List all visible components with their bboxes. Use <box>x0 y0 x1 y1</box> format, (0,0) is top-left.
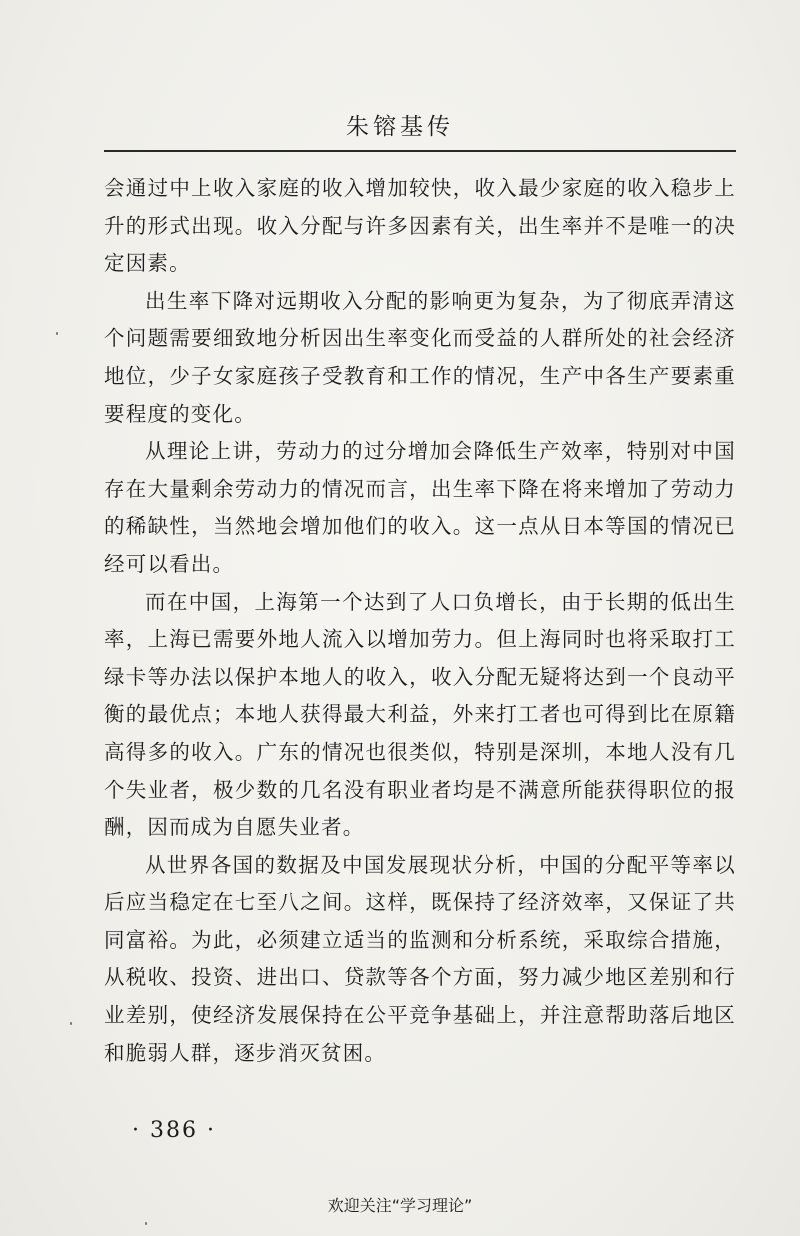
paragraph: 而在中国，上海第一个达到了人口负增长，由于长期的低出生率，上海已需要外地人流入以增加劳力。但上海同时也将采取打工绿卡等办法以保护本地人的收入，收入分配无疑将达到一个良动平衡的最优点；本地人获得最大利益，外来打工者也可得到比在原籍高得多的收入。广东的情况也很类似，特别是深圳，本地人没有几个失业者，极少数的几名没有职业者均是不满意所能获得职位的报酬，因而成为自愿失业者。 <box>104 589 736 840</box>
page-number: · 386 · <box>132 1118 216 1143</box>
paragraph: 从世界各国的数据及中国发展现状分析，中国的分配平等率以后应当稳定在七至八之间。这样，既保持了经济效率，又保证了共同富裕。为此，必须建立适当的监测和分析系统，采取综合措施，从税收、投资、进出口、贷款等各个方面，努力减少地区差别和行业差别，使经济发展保持在公平竞争基础上，并注意帮助落后地区和脆弱人群，逐步消灭贫困。 <box>104 852 736 1065</box>
footer-note: 欢迎关注“学习理论” <box>327 1196 473 1215</box>
paragraph: 出生率下降对远期收入分配的影响更为复杂，为了彻底弄清这个问题需要细致地分析因出生率变化而受益的人群所处的社会经济地位，少子女家庭孩子受教育和工作的情况，生产中各生产要素重要程度的变化。 <box>104 288 736 426</box>
running-head-title: 朱镕基传 <box>346 114 454 140</box>
body-text <box>104 170 736 1072</box>
scan-speck <box>56 332 58 335</box>
paragraph-continued: 会通过中上收入家庭的收入增加较快，收入最少家庭的收入稳步上升的形式出现。收入分配与许多因素有关，出生率并不是唯一的决定因素。 <box>104 176 736 276</box>
paragraph: 从理论上讲，劳动力的过分增加会降低生产效率，特别对中国存在大量剩余劳动力的情况而言，出生率下降在将来增加了劳动力的稀缺性，当然地会增加他们的收入。这一点从日本等国的情况已经可以看出。 <box>104 439 736 576</box>
header-rule <box>104 150 736 152</box>
scan-speck <box>145 1222 147 1225</box>
scan-speck <box>70 1022 72 1025</box>
